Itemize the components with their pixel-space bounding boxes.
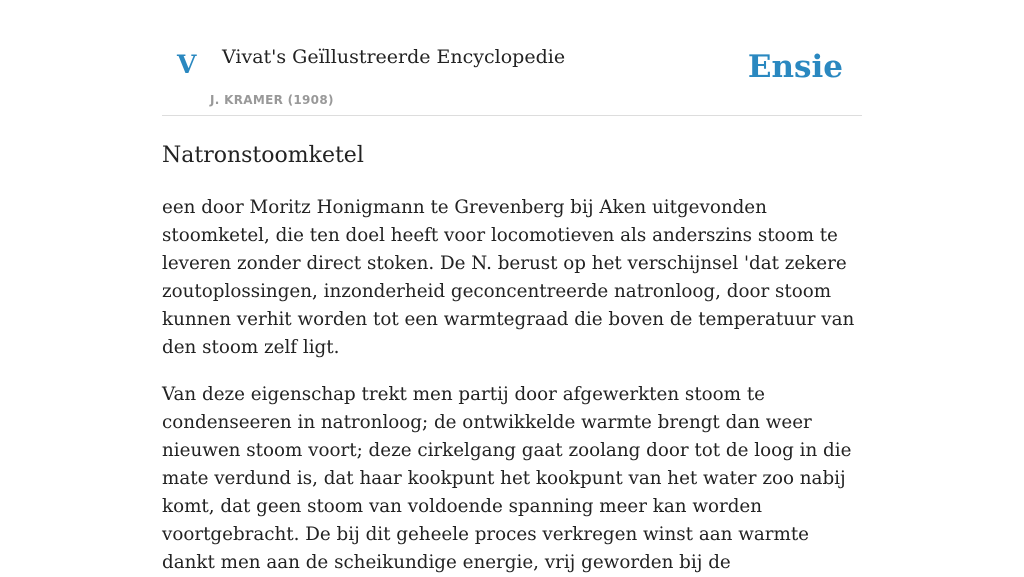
- book-logo[interactable]: V: [177, 50, 197, 79]
- entry-body: [162, 194, 862, 577]
- ensie-logo-link[interactable]: Ensie: [747, 49, 843, 85]
- book-title[interactable]: Vivat's Geïllustreerde Encyclopedie: [222, 46, 566, 68]
- entry-content: [162, 141, 862, 577]
- page-container: [162, 0, 862, 577]
- entry-title: Natronstoomketel: [162, 143, 364, 168]
- book-author: J. KRAMER (1908): [210, 93, 334, 107]
- page-header: [162, 0, 862, 116]
- entry-paragraph: een door Moritz Honigmann te Grevenberg bij Aken uitgevonden stoomketel, die ten doel heeft voor locomotieven als anderszins stoom te leveren zonder direct stoken. De N. berust op het verschijnsel 'dat zekere zoutoplossingen, inzonderheid geconcentreerde natronloog, door stoom kunnen verhit worden tot een warmtegraad die boven de temperatuur van den stoom zelf ligt.: [162, 197, 855, 358]
- entry-paragraph: Van deze eigenschap trekt men partij door afgewerkten stoom te condenseeren in natronloog; de ontwikkelde warmte brengt dan weer nieuwen stoom voort; deze cirkelgang gaat zoolang door tot de loog in die mate verdund is, dat haar kookpunt het kookpunt van het water zoo nabij komt, dat geen stoom van voldoende spanning meer kan worden voortgebracht. De bij dit geheele proces verkregen winst aan warmte dankt men aan de scheikundige energie, vrij geworden bij de: [162, 384, 852, 573]
